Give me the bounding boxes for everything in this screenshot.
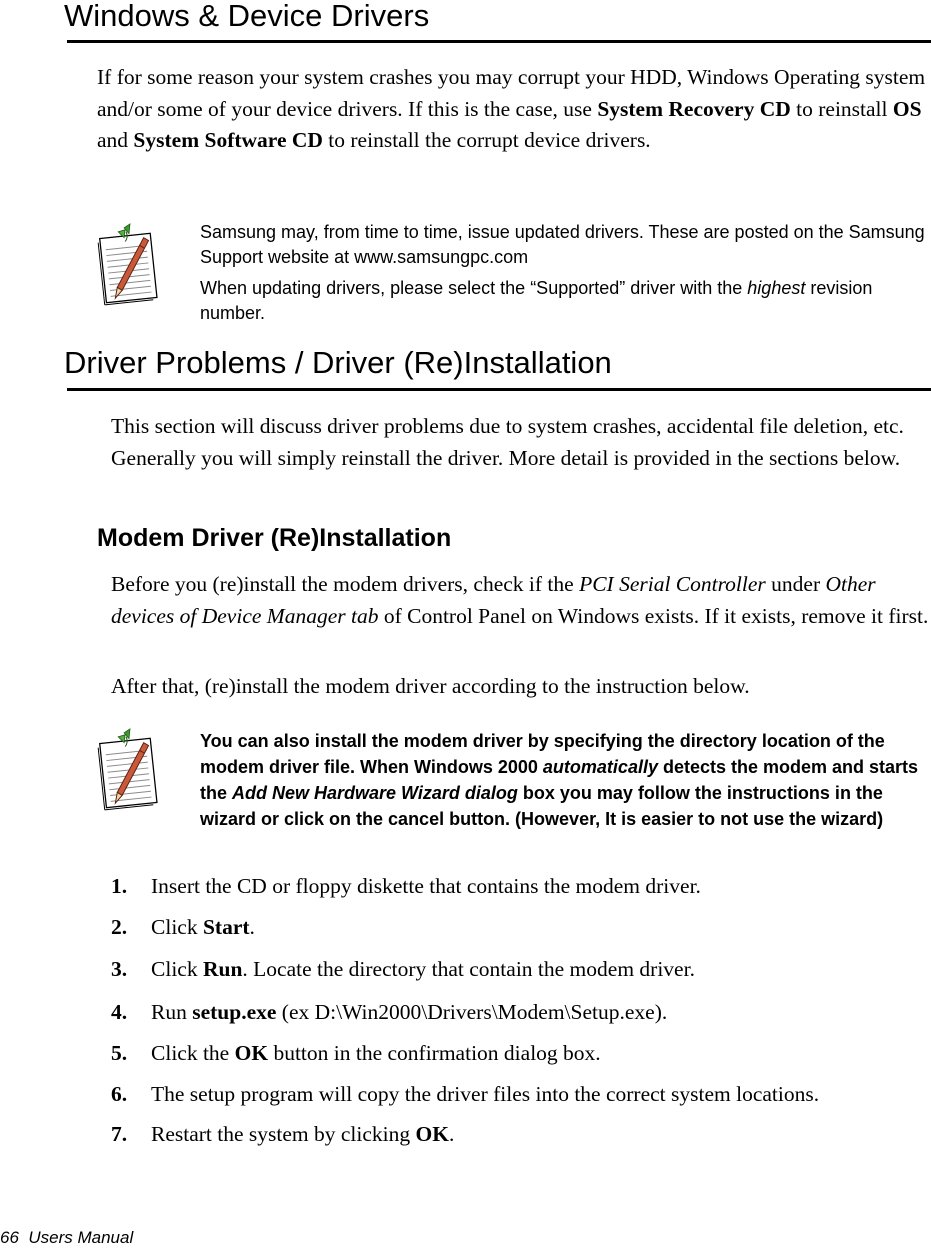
footer-label: Users Manual: [28, 1228, 134, 1247]
step-item: [111, 1080, 911, 1108]
step-text: Click: [151, 915, 203, 939]
step-item: [111, 955, 911, 983]
step-item: [111, 872, 911, 900]
step-text: .: [249, 915, 255, 939]
step-text: Click: [151, 957, 203, 981]
add-new-hardware-wizard-label: Add New Hardware Wizard dialog: [232, 783, 518, 803]
section-divider: [67, 40, 931, 43]
step-text: button in the confirmation dialog box.: [268, 1041, 601, 1065]
system-recovery-cd-label: System Recovery CD: [597, 96, 791, 121]
step-number: 7.: [111, 1122, 128, 1146]
note-driver-updates: [200, 220, 930, 326]
step-text: Run: [151, 1000, 193, 1024]
step-item: [111, 998, 911, 1026]
page-number: 66: [0, 1228, 19, 1247]
modem-text: under: [765, 572, 826, 596]
note-text: revision number.: [200, 278, 873, 323]
intro-text: If for some reason your system crashes you may corrupt your HDD, Windows Operating system and/or some of your device drivers. If this is the case, use: [97, 65, 926, 121]
modem-paragraph: After that, (re)install the modem driver according to the instruction below.: [111, 674, 750, 698]
intro-text: and: [97, 128, 134, 152]
note-pen-icon: [96, 727, 162, 811]
step-text: (ex D:\Win2000\Drivers\Modem\Setup.exe).: [276, 1000, 668, 1024]
subsection-title-modem: Modem Driver (Re)Installation: [97, 524, 452, 552]
note-text: You can also install the modem driver by specifying the directory location of the modem driver file. When Windows 2000: [200, 731, 885, 777]
modem-text: of Control Panel on Windows exists. If it exists, remove it first.: [378, 603, 929, 628]
page-footer: [0, 1228, 133, 1248]
pci-serial-controller-label: PCI Serial Controller: [579, 572, 766, 596]
step-number: 1.: [111, 874, 128, 898]
note-text: When updating drivers, please select the “Supported” driver with the: [200, 278, 748, 298]
step-text: The setup program will copy the driver files into the correct system locations.: [151, 1082, 820, 1106]
intro-text: to reinstall: [790, 96, 893, 121]
step-keyword: Start: [202, 915, 250, 939]
step-text: Insert the CD or floppy diskette that contains the modem driver.: [151, 874, 701, 898]
step-text: Click the: [151, 1041, 235, 1065]
note-paragraph: [200, 276, 930, 326]
step-text: Restart the system by clicking: [151, 1122, 416, 1146]
step-item: [111, 1039, 911, 1067]
automatically-emphasis: automatically: [542, 757, 658, 777]
highest-emphasis: highest: [747, 278, 806, 298]
device-manager-tab-label: Other devices of Device Manager tab: [111, 572, 876, 628]
step-number: 5.: [111, 1041, 128, 1065]
step-number: 3.: [111, 957, 128, 981]
modem-text: Before you (re)install the modem drivers, check if the: [111, 572, 580, 596]
step-number: 4.: [111, 1000, 128, 1024]
note-text: detects the modem and starts the: [200, 757, 919, 803]
modem-paragraph: [111, 569, 931, 632]
note-pen-icon: [96, 222, 162, 306]
section-intro-paragraph: [97, 62, 927, 157]
step-number: 2.: [111, 915, 128, 939]
step-keyword: OK: [415, 1122, 449, 1146]
step-keyword: OK: [234, 1041, 269, 1065]
step-item: [111, 913, 911, 941]
step-keyword: Run: [202, 957, 243, 981]
section-title-driver-problems: Driver Problems / Driver (Re)Installation: [64, 345, 612, 380]
step-item: [111, 1120, 911, 1148]
note-modem-wizard: [200, 728, 930, 832]
section-title-windows-drivers: Windows & Device Drivers: [64, 0, 430, 33]
note-text: box you may follow the instructions in the wizard or click on the cancel button. (However, It is easier to not use the wizard): [200, 783, 884, 829]
step-number: 6.: [111, 1082, 128, 1106]
section-divider: [67, 388, 931, 391]
step-text: .: [448, 1122, 455, 1146]
step-keyword: setup.exe: [192, 1000, 277, 1024]
section-intro-paragraph: This section will discuss driver problems due to system crashes, accidental file deletion, etc. Generally you will simply reinstall the driver. More detail is provided in the sections below.: [111, 414, 904, 470]
os-label: OS: [892, 96, 922, 121]
note-paragraph: Samsung may, from time to time, issue updated drivers. These are posted on the Samsung Support website at www.samsungpc.com: [200, 222, 925, 267]
intro-text: to reinstall the corrupt device drivers.: [322, 128, 651, 152]
system-software-cd-label: System Software CD: [133, 128, 323, 152]
step-text: . Locate the directory that contain the modem driver.: [242, 957, 695, 981]
